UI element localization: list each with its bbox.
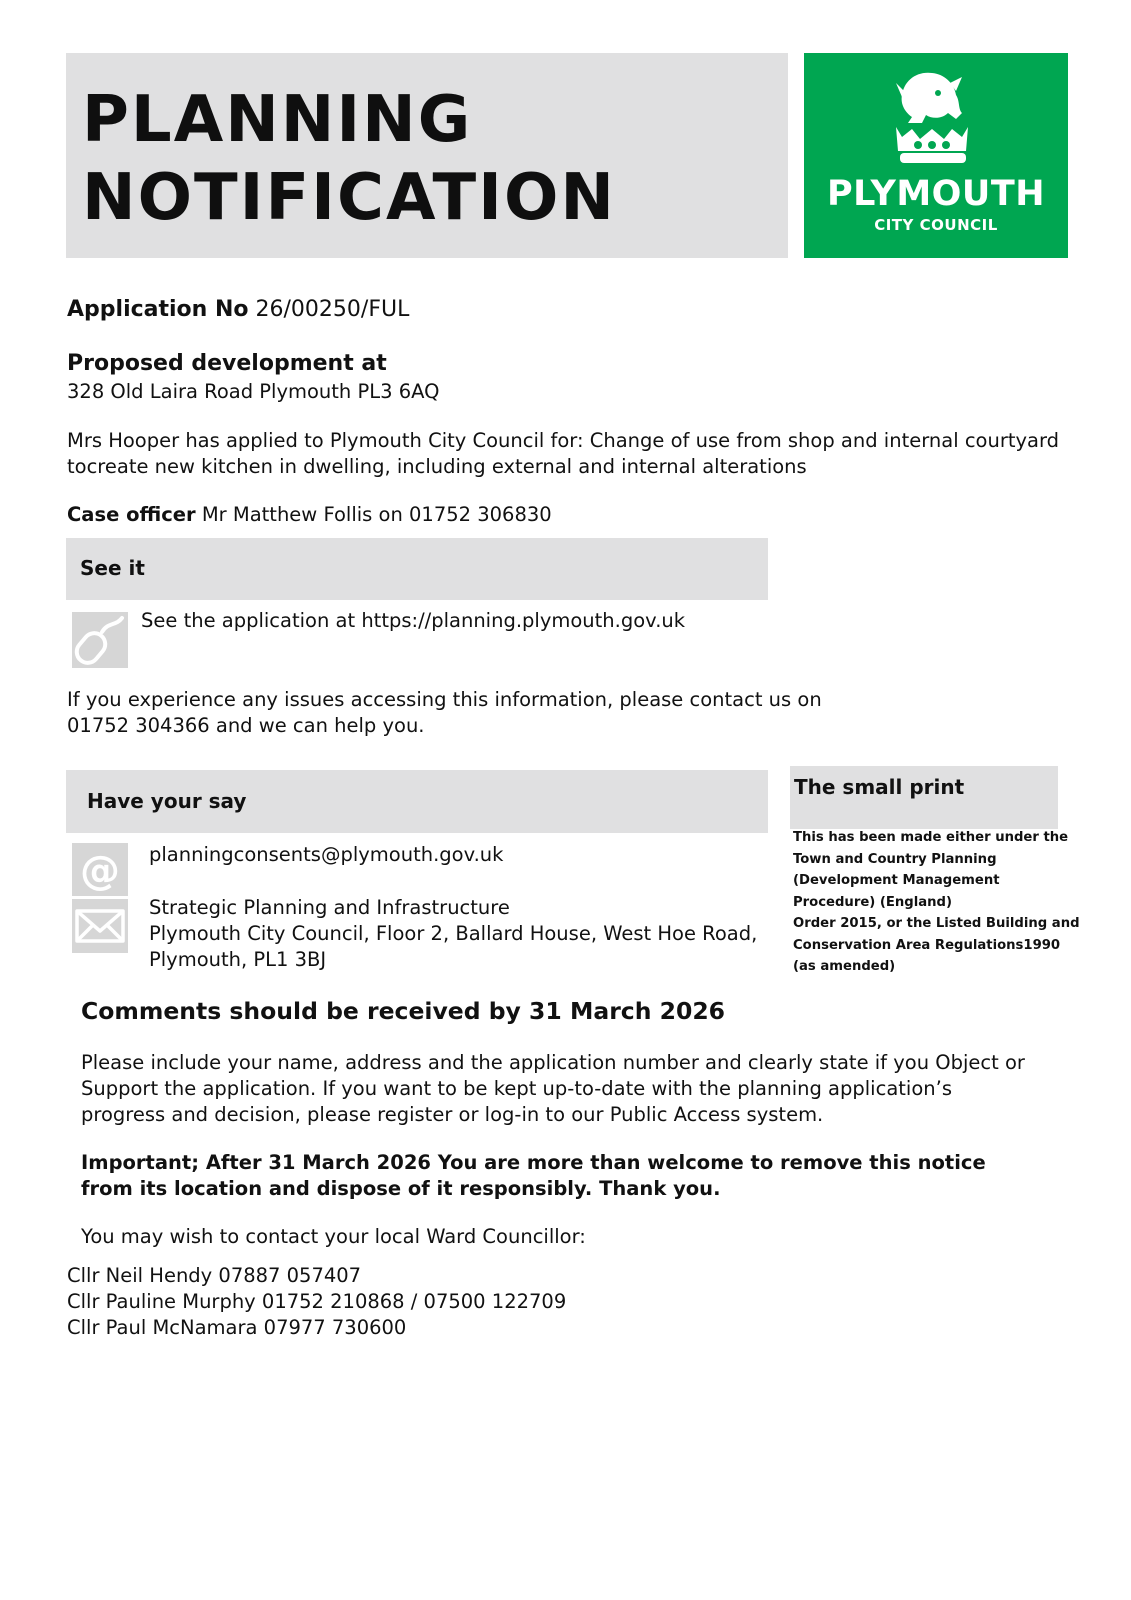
have-your-say-bar — [66, 770, 768, 833]
address-line-2: Plymouth City Council, Floor 2, Ballard House, West Hoe Road, — [149, 922, 758, 945]
small-print-line: Order 2015, or the Listed Building and — [793, 916, 1080, 931]
councillor-item: Cllr Pauline Murphy 01752 210868 / 07500 122709 — [67, 1290, 567, 1313]
lion-crest-icon — [804, 53, 1068, 173]
small-print-line: Procedure) (England) — [793, 894, 953, 910]
email-link[interactable]: planningconsents@plymouth.gov.uk — [149, 843, 504, 866]
comments-deadline: Comments should be received by 31 March 2026 — [81, 997, 726, 1025]
application-number — [67, 296, 409, 324]
small-print-line: Town and Country Planning — [793, 851, 997, 867]
address-line-3: Plymouth, PL1 3BJ — [149, 948, 327, 971]
case-officer — [67, 502, 552, 528]
mouse-icon — [72, 612, 128, 668]
councillor-list — [67, 1263, 566, 1341]
case-officer-label: Case officer — [67, 503, 196, 526]
address-line-1: Strategic Planning and Infrastructure — [149, 896, 510, 919]
logo-name: PLYMOUTH — [826, 174, 1046, 214]
important-line-1: Important; After 31 March 2026 You are more than welcome to remove this notice — [81, 1151, 986, 1174]
title-line-1: PLANNING — [82, 83, 473, 157]
see-it-bar — [66, 538, 768, 600]
important-line-2: from its location and dispose of it responsibly. Thank you. — [81, 1177, 721, 1200]
small-print-line: This has been made either under the — [793, 830, 1069, 845]
case-officer-value: Mr Matthew Follis on 01752 306830 — [201, 503, 552, 526]
title-line-2: NOTIFICATION — [82, 161, 616, 235]
description-line-2: tocreate new kitchen in dwelling, including external and internal alterations — [67, 455, 807, 478]
see-application-link[interactable]: See the application at https://planning.plymouth.gov.uk — [141, 609, 686, 632]
application-number-label: Application No — [67, 297, 249, 322]
application-number-value: 26/00250/FUL — [255, 297, 410, 322]
at-icon — [72, 843, 128, 896]
council-logo — [804, 53, 1068, 258]
small-print-bar — [790, 766, 1058, 829]
description-line-1: Mrs Hooper has applied to Plymouth City Council for: Change of use from shop and internal courtyard — [67, 429, 1060, 452]
small-print-line: (Development Management — [793, 873, 1000, 888]
comments-para-line-1: Please include your name, address and the application number and clearly state if you Object or — [81, 1051, 1025, 1074]
small-print-line: (as amended) — [793, 959, 896, 974]
see-it-heading: See it — [80, 556, 145, 580]
logo-subtitle: CITY COUNCIL — [874, 216, 998, 234]
have-your-say-heading: Have your say — [87, 789, 247, 813]
development-heading: Proposed development at — [67, 351, 387, 376]
development-address: 328 Old Laira Road Plymouth PL3 6AQ — [67, 380, 440, 403]
comments-para-line-3: progress and decision, please register or log-in to our Public Access system. — [81, 1103, 824, 1126]
help-line-2: 01752 304366 and we can help you. — [67, 714, 425, 737]
svg-text:@: @ — [80, 848, 120, 894]
small-print-heading: The small print — [794, 775, 965, 799]
help-line-1: If you experience any issues accessing this information, please contact us on — [67, 688, 822, 711]
councillor-item: Cllr Paul McNamara 07977 730600 — [67, 1316, 407, 1339]
comments-para-line-2: Support the application. If you want to be kept up-to-date with the planning application’s — [81, 1077, 952, 1100]
councillor-item: Cllr Neil Hendy 07887 057407 — [67, 1264, 362, 1287]
councillor-intro: You may wish to contact your local Ward Councillor: — [81, 1225, 586, 1248]
title-banner — [66, 53, 788, 258]
small-print-body — [793, 827, 1080, 978]
small-print-line: Conservation Area Regulations1990 — [793, 937, 1061, 953]
envelope-icon — [72, 899, 128, 953]
